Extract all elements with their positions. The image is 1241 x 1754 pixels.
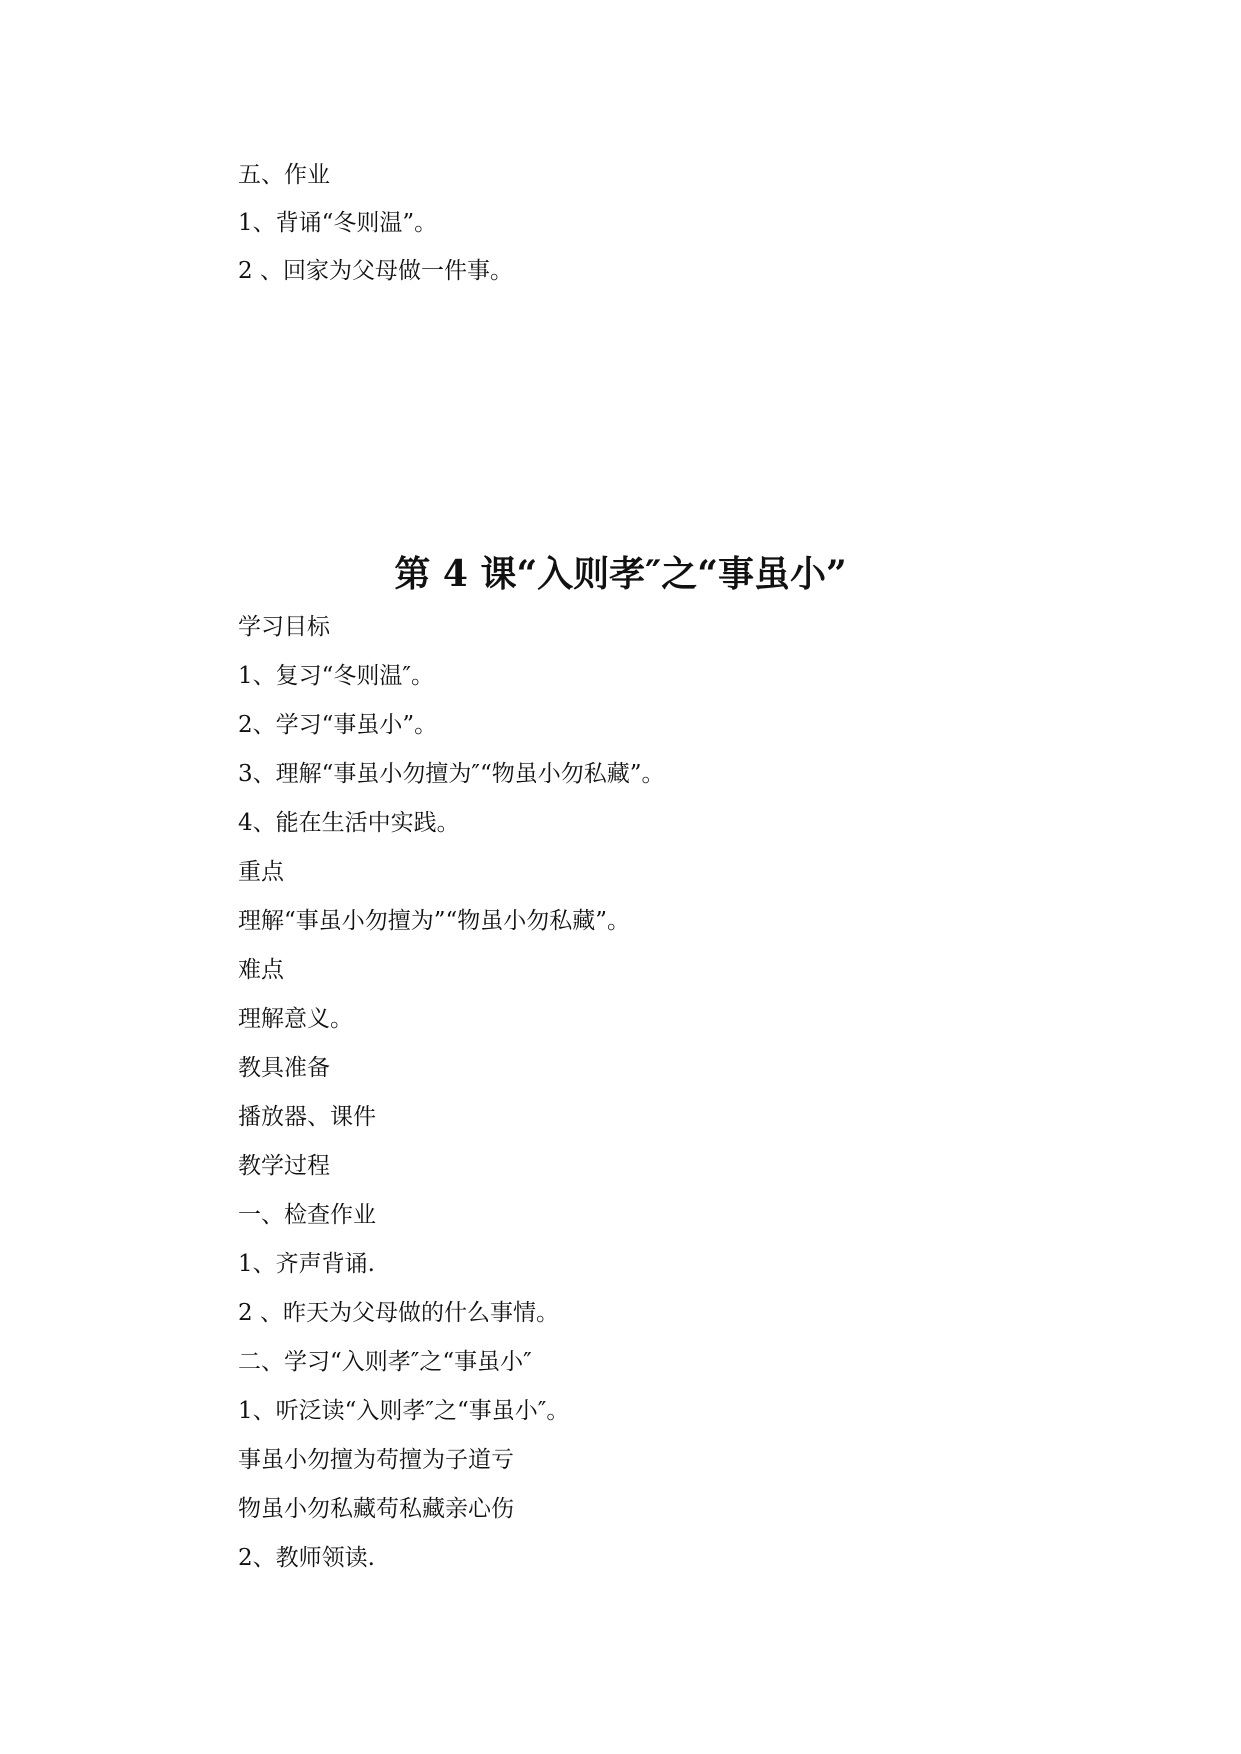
objective-item-3: 3、理解“事虽小勿擅为″“物虽小勿私藏”。 <box>238 761 665 787</box>
objective-item-4: 4、能在生活中实践。 <box>238 810 460 836</box>
homework-heading: 五、作业 <box>238 162 330 188</box>
process-step-1-heading: 一、检查作业 <box>238 1202 376 1228</box>
process-step-1-item-2: 2 、昨天为父母做的什么事情。 <box>238 1300 559 1326</box>
section-heading-key-points: 重点 <box>238 859 284 885</box>
verse-line-2: 物虽小勿私藏苟私藏亲心伤 <box>238 1496 514 1522</box>
homework-item-2: 2 、回家为父母做一件事。 <box>238 258 513 284</box>
difficulties-text: 理解意义。 <box>238 1006 353 1032</box>
key-points-text: 理解“事虽小勿擅为”“物虽小勿私藏”。 <box>238 908 631 934</box>
section-heading-materials: 教具准备 <box>238 1055 330 1081</box>
process-step-2-heading: 二、学习“入则孝″之“事虽小″ <box>238 1349 532 1375</box>
process-step-2-item-2: 2、教师领读. <box>238 1545 375 1571</box>
process-step-1-item-1: 1、齐声背诵. <box>238 1251 375 1277</box>
verse-line-1: 事虽小勿擅为苟擅为子道亏 <box>238 1447 514 1473</box>
objective-item-1: 1、复习“冬则温″。 <box>238 663 434 689</box>
lesson-title: 第 4 课“入则孝″之“事虽小” <box>394 553 847 595</box>
process-step-2-item-1: 1、听泛读“入则孝″之“事虽小″。 <box>238 1398 570 1424</box>
section-heading-difficulties: 难点 <box>238 957 284 983</box>
homework-item-1: 1、背诵“冬则温”。 <box>238 210 438 236</box>
section-heading-objectives: 学习目标 <box>238 614 330 640</box>
objective-item-2: 2、学习“事虽小”。 <box>238 712 438 738</box>
section-heading-process: 教学过程 <box>238 1153 330 1179</box>
materials-text: 播放器、课件 <box>238 1104 376 1130</box>
